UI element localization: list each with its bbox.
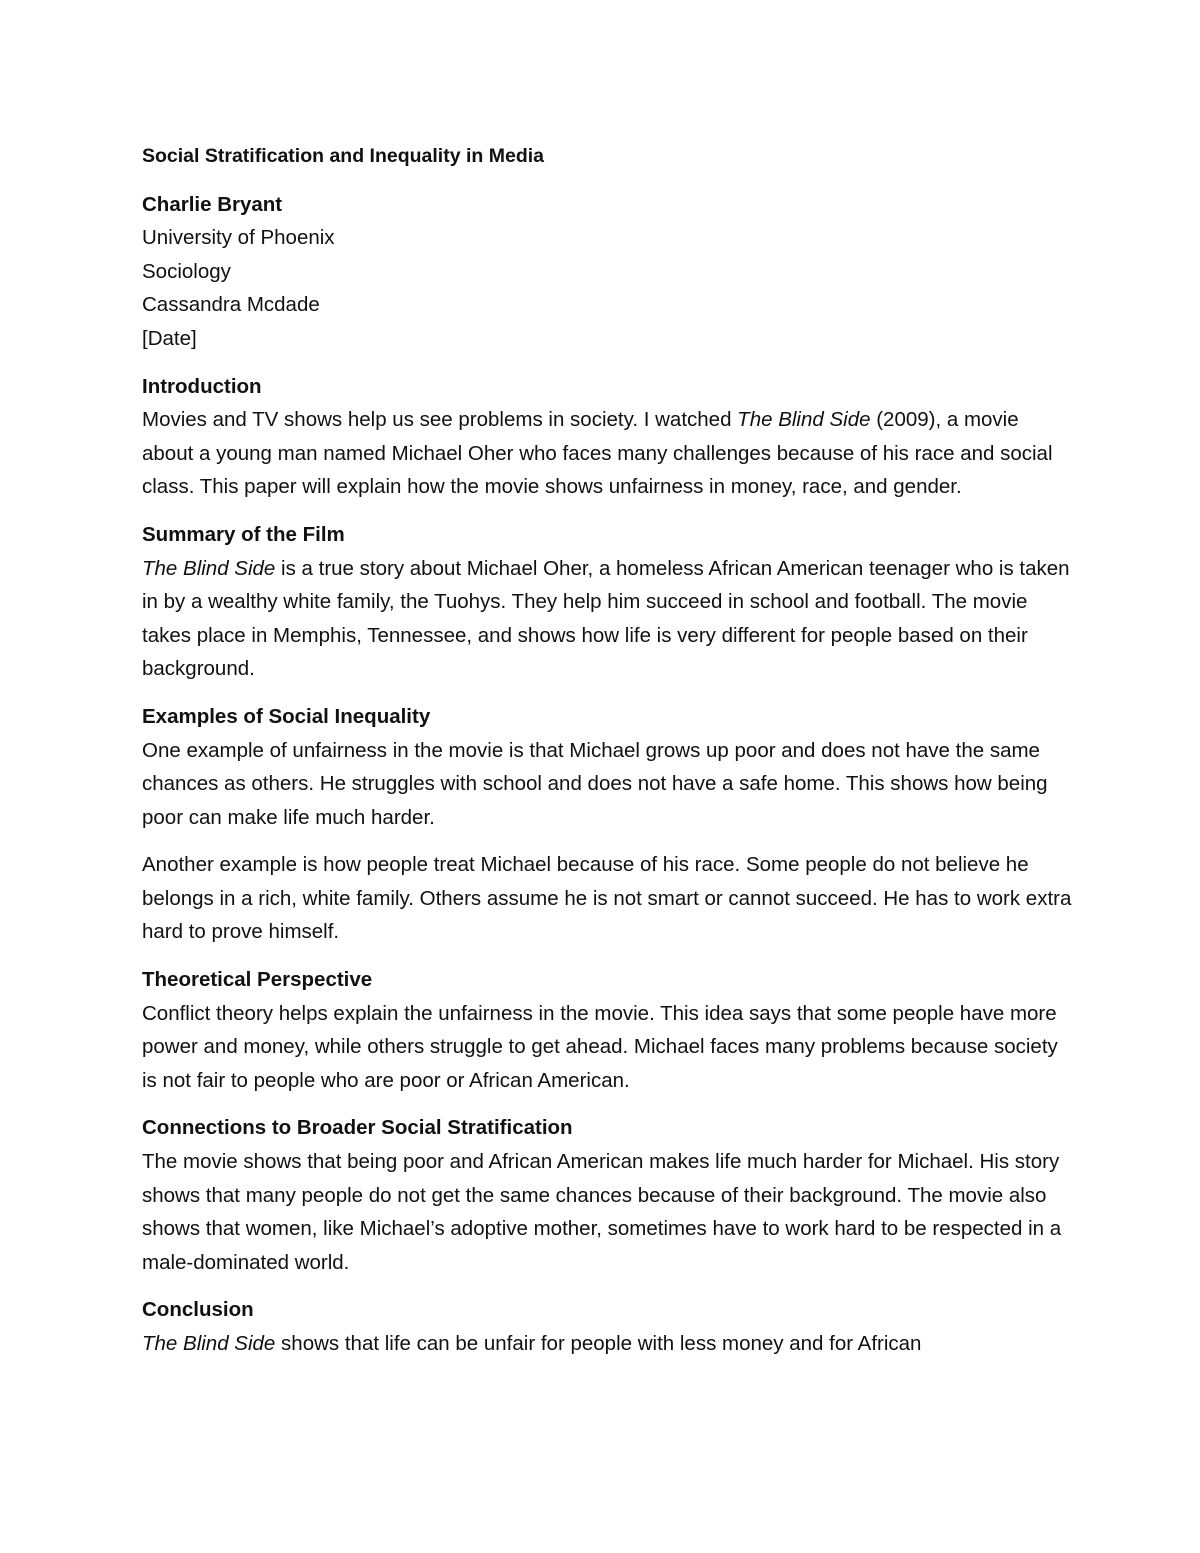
connections-section [142,1111,1072,1279]
introduction-text-start: Movies and TV shows help us see problems in society. I watched [142,408,738,432]
connections-heading: Connections to Broader Social Stratification [142,1116,573,1140]
theory-heading: Theoretical Perspective [142,968,373,992]
connections-paragraph: The movie shows that being poor and African American makes life much harder for Michael. His story shows that many people do not get the same chances because of their background. The movie also shows that women, like Michael’s adoptive mother, sometimes have to work hard to be respected in a male-dominated world. [142,1150,1062,1274]
title-block [142,188,1072,356]
summary-section [142,518,1072,686]
examples-paragraph-2: Another example is how people treat Michael because of his race. Some people do not believe he belongs in a rich, white family. Others assume he is not smart or cannot succeed. He has to work extra hard to prove himself. [142,853,1072,944]
film-title: The Blind Side [142,556,276,580]
examples-section [142,700,1072,949]
theory-paragraph: Conflict theory helps explain the unfairness in the movie. This idea says that some people have more power and money, while others struggle to get ahead. Michael faces many problems because society is not fair to people who are poor or African American. [142,1001,1058,1092]
introduction-paragraph [142,403,1072,504]
course: Sociology [142,259,231,283]
conclusion-heading: Conclusion [142,1298,254,1322]
introduction-section [142,370,1072,504]
introduction-heading: Introduction [142,374,262,398]
theory-section [142,963,1072,1097]
conclusion-paragraph [142,1327,1072,1361]
conclusion-text: shows that life can be unfair for people with less money and for African [275,1332,922,1355]
summary-paragraph [142,552,1072,686]
institution: University of Phoenix [142,226,335,250]
examples-paragraph-1: One example of unfairness in the movie is that Michael grows up poor and does not have the same chances as others. He struggles with school and does not have a safe home. This shows how being poor can make life much harder. [142,738,1048,829]
document-title: Social Stratification and Inequality in Media [142,145,544,167]
date: [Date] [142,326,197,350]
film-title: The Blind Side [737,408,871,432]
summary-text: is a true story about Michael Oher, a homeless African American teenager who is taken in by a wealthy white family, the Tuohys. They help him succeed in school and football. The movie takes place in Memphis, Tennessee, and shows how life is very different for people based on their background. [142,556,1070,681]
conclusion-section [142,1293,1072,1360]
summary-heading: Summary of the Film [142,522,345,546]
examples-heading: Examples of Social Inequality [142,704,431,728]
introduction-text-end: (2009), a movie about a young man named Michael Oher who faces many challenges because of his race and social class. This paper will explain how the movie shows unfairness in money, race, and gender. [142,408,1053,499]
document-page [142,140,1072,1375]
author-name: Charlie Bryant [142,192,283,216]
film-title: The Blind Side [142,1332,276,1355]
instructor: Cassandra Mcdade [142,293,320,317]
